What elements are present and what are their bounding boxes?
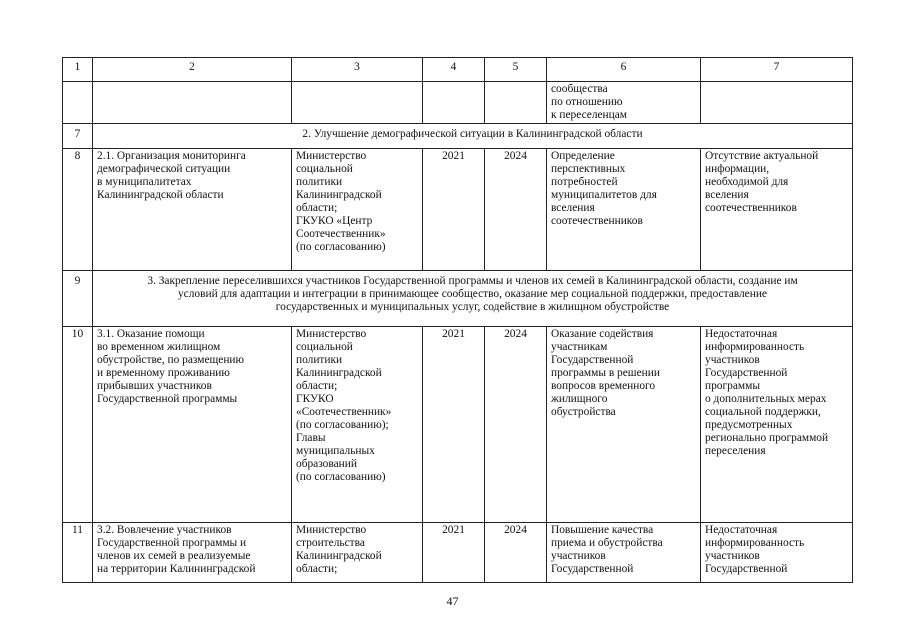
cell-start-year: 2021 <box>423 149 485 271</box>
cell <box>701 82 853 124</box>
row-number: 7 <box>63 124 93 149</box>
cell <box>93 82 292 124</box>
cell-result: сообщества по отношению к переселенцам <box>547 82 701 124</box>
cell-result: Оказание содействия участникам Государственной программы в решении вопросов временного жилищного обустройства <box>547 327 701 523</box>
col-header-6: 6 <box>547 58 701 82</box>
row-number: 10 <box>63 327 93 523</box>
col-header-2: 2 <box>93 58 292 82</box>
cell <box>423 82 485 124</box>
cell-start-year: 2021 <box>423 327 485 523</box>
table-row-8 <box>63 149 853 271</box>
cell-consequence: Недостаточная информированность участников Государственной <box>701 523 853 583</box>
col-header-3: 3 <box>292 58 423 82</box>
page-number: 47 <box>446 594 459 608</box>
cell-executor: Министерство социальной политики Калининградской области; ГКУКО «Центр Соотечественник» (по согласованию) <box>292 149 423 271</box>
cell-executor: Министерство строительства Калининградской области; <box>292 523 423 583</box>
table-row-continuation <box>63 82 853 124</box>
cell-end-year: 2024 <box>485 149 547 271</box>
cell <box>485 82 547 124</box>
cell-measure: 3.1. Оказание помощи во временном жилищном обустройстве, по размещению и временному проживанию прибывших участников Государственной программы <box>93 327 292 523</box>
cell-executor: Министерство социальной политики Калининградской области; ГКУКО «Соотечественник» (по согласованию); Главы муниципальных образований (по согласованию) <box>292 327 423 523</box>
cell-result: Определение перспективных потребностей муниципалитетов для вселения соотечественников <box>547 149 701 271</box>
cell-start-year: 2021 <box>423 523 485 583</box>
row-number: 8 <box>63 149 93 271</box>
cell-end-year: 2024 <box>485 523 547 583</box>
cell-consequence: Недостаточная информированность участников Государственной программы о дополнительных мерах социальной поддержки, предусмотренных регионально программой переселения <box>701 327 853 523</box>
column-number-row <box>63 58 853 82</box>
cell-result: Повышение качества приема и обустройства участников Государственной <box>547 523 701 583</box>
cell <box>292 82 423 124</box>
measures-table <box>62 57 853 583</box>
section-row-2 <box>63 124 853 149</box>
cell-consequence: Отсутствие актуальной информации, необходимой для вселения соотечественников <box>701 149 853 271</box>
section-title: 2. Улучшение демографической ситуации в Калининградской области <box>93 124 853 149</box>
cell-measure: 2.1. Организация мониторинга демографической ситуации в муниципалитетах Калининградской области <box>93 149 292 271</box>
cell-measure: 3.2. Вовлечение участников Государственной программы и членов их семей в реализуемые на территории Калининградской <box>93 523 292 583</box>
table-row-10 <box>63 327 853 523</box>
section-row-3 <box>63 271 853 327</box>
cell <box>63 82 93 124</box>
row-number: 9 <box>63 271 93 327</box>
cell-end-year: 2024 <box>485 327 547 523</box>
row-number: 11 <box>63 523 93 583</box>
section-title: 3. Закрепление переселившихся участников Государственной программы и членов их семей в Калининградской области, создание им условий для адаптации и интеграции в принимающее сообщество, оказание мер социальной поддержки, предоставление государственных и муниципальных услуг, содействие в жилищном обустройстве <box>93 271 853 327</box>
table-row-11 <box>63 523 853 583</box>
col-header-4: 4 <box>423 58 485 82</box>
col-header-5: 5 <box>485 58 547 82</box>
col-header-7: 7 <box>701 58 853 82</box>
col-header-1: 1 <box>63 58 93 82</box>
